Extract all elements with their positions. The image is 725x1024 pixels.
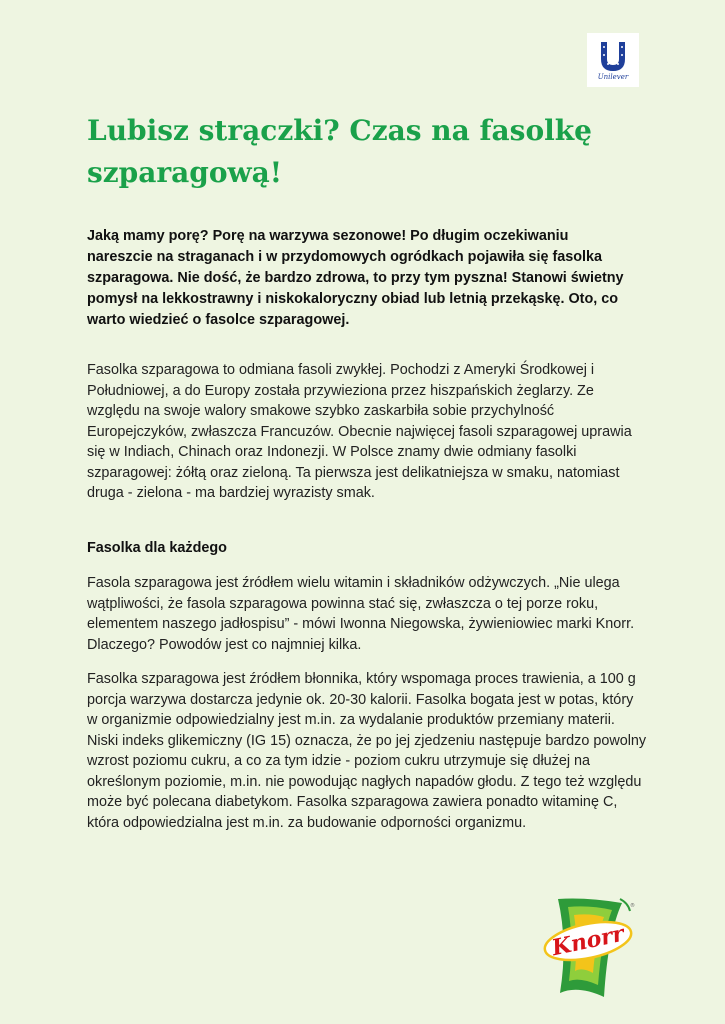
body-paragraph-origin: Fasolka szparagowa to odmiana fasoli zwykłej. Pochodzi z Ameryki Środkowej i Południowej, a do Europy została przywieziona przez hiszpańskich żeglarzy. Ze względu na swoje walory smakowe szybko zaskarbiła sobie przychylność Europejczyków, zwłaszcza Francuzów. Obecnie najwięcej fasoli szparagowej uprawia się w Indiach, Chinach oraz Indonezji. W Polsce znamy dwie odmiany fasolki szparagowej: żółtą oraz zieloną. Ta pierwsza jest delikatniejsza w smaku, natomiast druga - zielona - ma bardziej wyrazisty smak. <box>87 362 632 501</box>
page-title: Lubisz strączki? Czas na fasolkę szparagową! <box>87 114 592 189</box>
lead-paragraph: Jaką mamy porę? Porę na warzywa sezonowe! Po długim oczekiwaniu nareszcie na straganach i w przydomowych ogródkach pojawiła się fasolka szparagowa. Nie dość, że bardzo zdrowa, to przy tym pyszna! Stanowi świetny pomysł na lekkostrawny i niskokaloryczny obiad lub letnią przekąskę. Oto, co warto wiedzieć o fasolce szparagowej. <box>87 228 624 328</box>
knorr-logo <box>538 893 638 1003</box>
unilever-u-icon <box>598 40 628 72</box>
body-paragraph-quote: Fasola szparagowa jest źródłem wielu witamin i składników odżywczych. „Nie ulega wątpliwości, że fasola szparagowa powinna stać się, zwłaszcza o tej porze roku, elementem naszego jadłospisu” - mówi Iwonna Niegowska, żywieniowiec marki Knorr. Dlaczego? Powodów jest co najmniej kilka. <box>87 575 635 653</box>
knorr-leaf-icon <box>538 893 638 1003</box>
knorr-wordmark: Knorr <box>549 920 627 962</box>
unilever-logo <box>587 33 639 87</box>
svg-text:®: ® <box>630 903 635 909</box>
unilever-wordmark: Unilever <box>597 72 629 81</box>
section-heading: Fasolka dla każdego <box>87 540 227 556</box>
body-paragraph-nutrition: Fasolka szparagowa jest źródłem błonnika, który wspomaga proces trawienia, a 100 g porcja warzywa dostarcza jedynie ok. 20-30 kalorii. Fasolka bogata jest w potas, który w organizmie odpowiedzialny jest m.in. za wydalanie produktów przemiany materii. Niski indeks glikemiczny (IG 15) oznacza, że po jej zjedzeniu następuje bardzo powolny wzrost poziomu cukru, a co za tym idzie - poziom cukru utrzymuje się dłużej na określonym poziomie, m.in. nie powodując nagłych napadów głodu. Z tego też względu może być polecana diabetykom. Fasolka szparagowa zawiera ponadto witaminę C, która odpowiedzialna jest m.in. za budowanie odporności organizmu. <box>87 671 647 831</box>
